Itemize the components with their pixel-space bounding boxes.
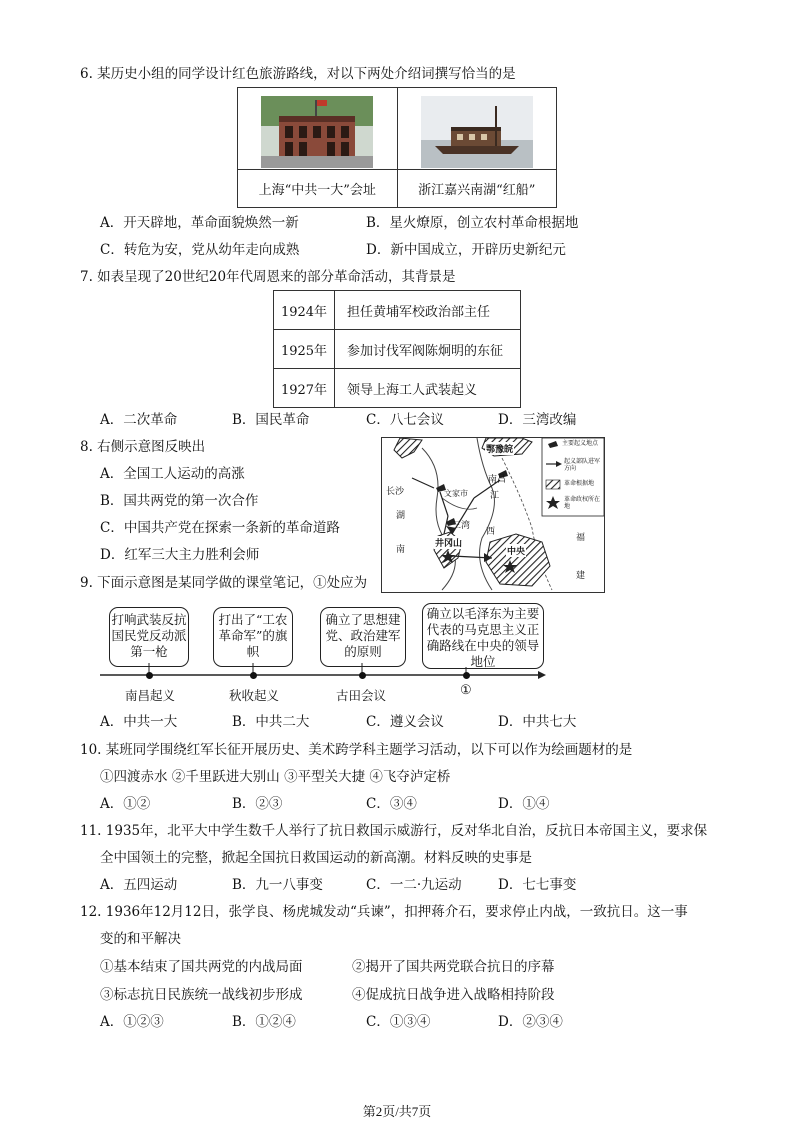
timeline-label-2: 秋收起义 xyxy=(229,688,280,703)
photo-caption-1: 上海“中共一大”会址 xyxy=(238,170,398,208)
q6-option-b[interactable]: B．星火燎原，创立农村革命根据地 xyxy=(366,215,579,231)
q11-option-a[interactable]: A．五四运动 xyxy=(100,877,178,893)
q9-stem: 9. 下面示意图是某同学做的课堂笔记，①处应为 xyxy=(80,575,368,591)
q8-stem: 8. 右侧示意图反映出 xyxy=(80,439,206,455)
q12-item-1: ①基本结束了国共两党的内战局面 xyxy=(100,959,303,975)
q12-item-3: ③标志抗日民族统一战线初步形成 xyxy=(100,987,303,1003)
q6-stem: 6. 某历史小组的同学设计红色旅游路线，对以下两处介绍词撰写恰当的是 xyxy=(80,66,516,82)
q11-stem-line2: 全中国领土的完整，掀起全国抗日救国运动的新高潮。材料反映的史事是 xyxy=(100,850,532,866)
timeline-label-4: ① xyxy=(460,683,472,698)
q12-item-4: ④促成抗日战争进入战略相持阶段 xyxy=(352,987,555,1003)
note-card-2: 打出了“工农革命军”的旗帜 xyxy=(213,607,293,667)
photo-caption-2: 浙江嘉兴南湖“红船” xyxy=(397,170,557,208)
q10-option-a[interactable]: A．①② xyxy=(100,796,151,812)
q12-option-b[interactable]: B．①②④ xyxy=(232,1014,296,1030)
note-card-3: 确立了思想建党、政治建军的原则 xyxy=(320,607,406,667)
map-label-zhongyang: 中央 xyxy=(506,544,526,557)
q11-option-d[interactable]: D．七七事变 xyxy=(498,877,577,893)
q9-option-a[interactable]: A．中共一大 xyxy=(100,714,178,730)
timeline-dot xyxy=(250,672,257,679)
q10-option-b[interactable]: B．②③ xyxy=(232,796,283,812)
map-label-hu: 湖 xyxy=(396,511,406,521)
timeline-dot xyxy=(146,672,153,679)
map-label-eyuwan: 鄂豫皖 xyxy=(485,442,514,455)
year-cell: 1924年 xyxy=(274,291,335,330)
year-cell: 1925年 xyxy=(274,330,335,369)
note-card-4: 确立以毛泽东为主要代表的马克思主义正确路线在中央的领导地位 xyxy=(422,603,544,669)
q10-stem: 10. 某班同学围绕红军长征开展历史、美术跨学科主题学习活动，以下可以作为绘画题材的是 xyxy=(80,742,633,758)
q8-option-c[interactable]: C．中国共产党在探索一条新的革命道路 xyxy=(100,520,340,536)
q11-option-c[interactable]: C．一二·九运动 xyxy=(366,877,462,893)
q7-option-c[interactable]: C．八七会议 xyxy=(366,412,444,428)
legend-uprising: 主要起义地点 xyxy=(562,440,599,447)
q10-option-c[interactable]: C．③④ xyxy=(366,796,417,812)
q6-option-a[interactable]: A．开天辟地，革命面貌焕然一新 xyxy=(100,215,299,231)
map-label-nanchang: 南昌 xyxy=(488,475,507,485)
event-cell: 担任黄埔军校政治部主任 xyxy=(335,291,521,330)
q12-item-2: ②揭开了国共两党联合抗日的序幕 xyxy=(352,959,555,975)
note-card-1: 打响武装反抗国民党反动派第一枪 xyxy=(109,607,189,667)
q12-option-c[interactable]: C．①③④ xyxy=(366,1014,431,1030)
page-number: 第2页/共7页 xyxy=(362,1104,432,1119)
q7-option-d[interactable]: D．三湾改编 xyxy=(498,412,577,428)
event-cell: 参加讨伐军阀陈炯明的东征 xyxy=(335,330,521,369)
q9-option-b[interactable]: B．中共二大 xyxy=(232,714,310,730)
legend-march: 起义部队进军方向 xyxy=(564,458,601,472)
q10-items: ①四渡赤水 ②千里跃进大别山 ③平型关大捷 ④飞夺泸定桥 xyxy=(100,769,451,785)
map-label-jian: 建 xyxy=(576,571,586,581)
timeline-dot xyxy=(463,672,470,679)
map-label-xi: 西 xyxy=(486,527,496,537)
map-label-sanwan: 三湾 xyxy=(452,521,471,531)
q6-option-c[interactable]: C．转危为安，党从幼年走向成熟 xyxy=(100,242,300,258)
q11-option-b[interactable]: B．九一八事变 xyxy=(232,877,323,893)
map-label-changsha: 长沙 xyxy=(386,487,405,497)
map-label-nan: 南 xyxy=(396,545,406,555)
year-cell: 1927年 xyxy=(274,369,335,408)
map-label-wenjiashi: 文家市 xyxy=(444,489,468,498)
map-label-jiang: 江 xyxy=(490,491,500,501)
q9-option-d[interactable]: D．中共七大 xyxy=(498,714,577,730)
q12-option-d[interactable]: D．②③④ xyxy=(498,1014,563,1030)
timeline-dot xyxy=(359,672,366,679)
q7-option-b[interactable]: B．国民革命 xyxy=(232,412,310,428)
q7-option-a[interactable]: A．二次革命 xyxy=(100,412,178,428)
legend-government: 革命政权所在地 xyxy=(564,496,601,510)
q10-option-d[interactable]: D．①④ xyxy=(498,796,550,812)
timeline-label-1: 南昌起义 xyxy=(125,688,176,703)
timeline-label-3: 古田会议 xyxy=(336,688,387,703)
q8-option-a[interactable]: A．全国工人运动的高涨 xyxy=(100,466,245,482)
q11-stem-line1: 11. 1935年，北平大中学生数千人举行了抗日救国示威游行，反对华北自治，反抗日本帝国主义，要求保 xyxy=(80,823,708,839)
q9-option-c[interactable]: C．遵义会议 xyxy=(366,714,444,730)
q12-stem-line1: 12. 1936年12月12日，张学良、杨虎城发动“兵谏”，扣押蒋介石，要求停止内战，一致抗日。这一事 xyxy=(80,904,688,920)
map-label-fu: 福 xyxy=(576,533,586,543)
q7-stem: 7. 如表呈现了20世纪20年代周恩来的部分革命活动，其背景是 xyxy=(80,269,456,285)
map-label-jinggangshan: 井冈山 xyxy=(434,536,463,549)
q12-stem-line2: 变的和平解决 xyxy=(100,931,181,947)
event-cell: 领导上海工人武装起义 xyxy=(335,369,521,408)
q6-option-d[interactable]: D．新中国成立，开辟历史新纪元 xyxy=(366,242,566,258)
legend-base: 革命根据地 xyxy=(564,480,595,487)
q12-option-a[interactable]: A．①②③ xyxy=(100,1014,164,1030)
q8-option-b[interactable]: B．国共两党的第一次合作 xyxy=(100,493,259,509)
q8-option-d[interactable]: D．红军三大主力胜利会师 xyxy=(100,547,260,563)
